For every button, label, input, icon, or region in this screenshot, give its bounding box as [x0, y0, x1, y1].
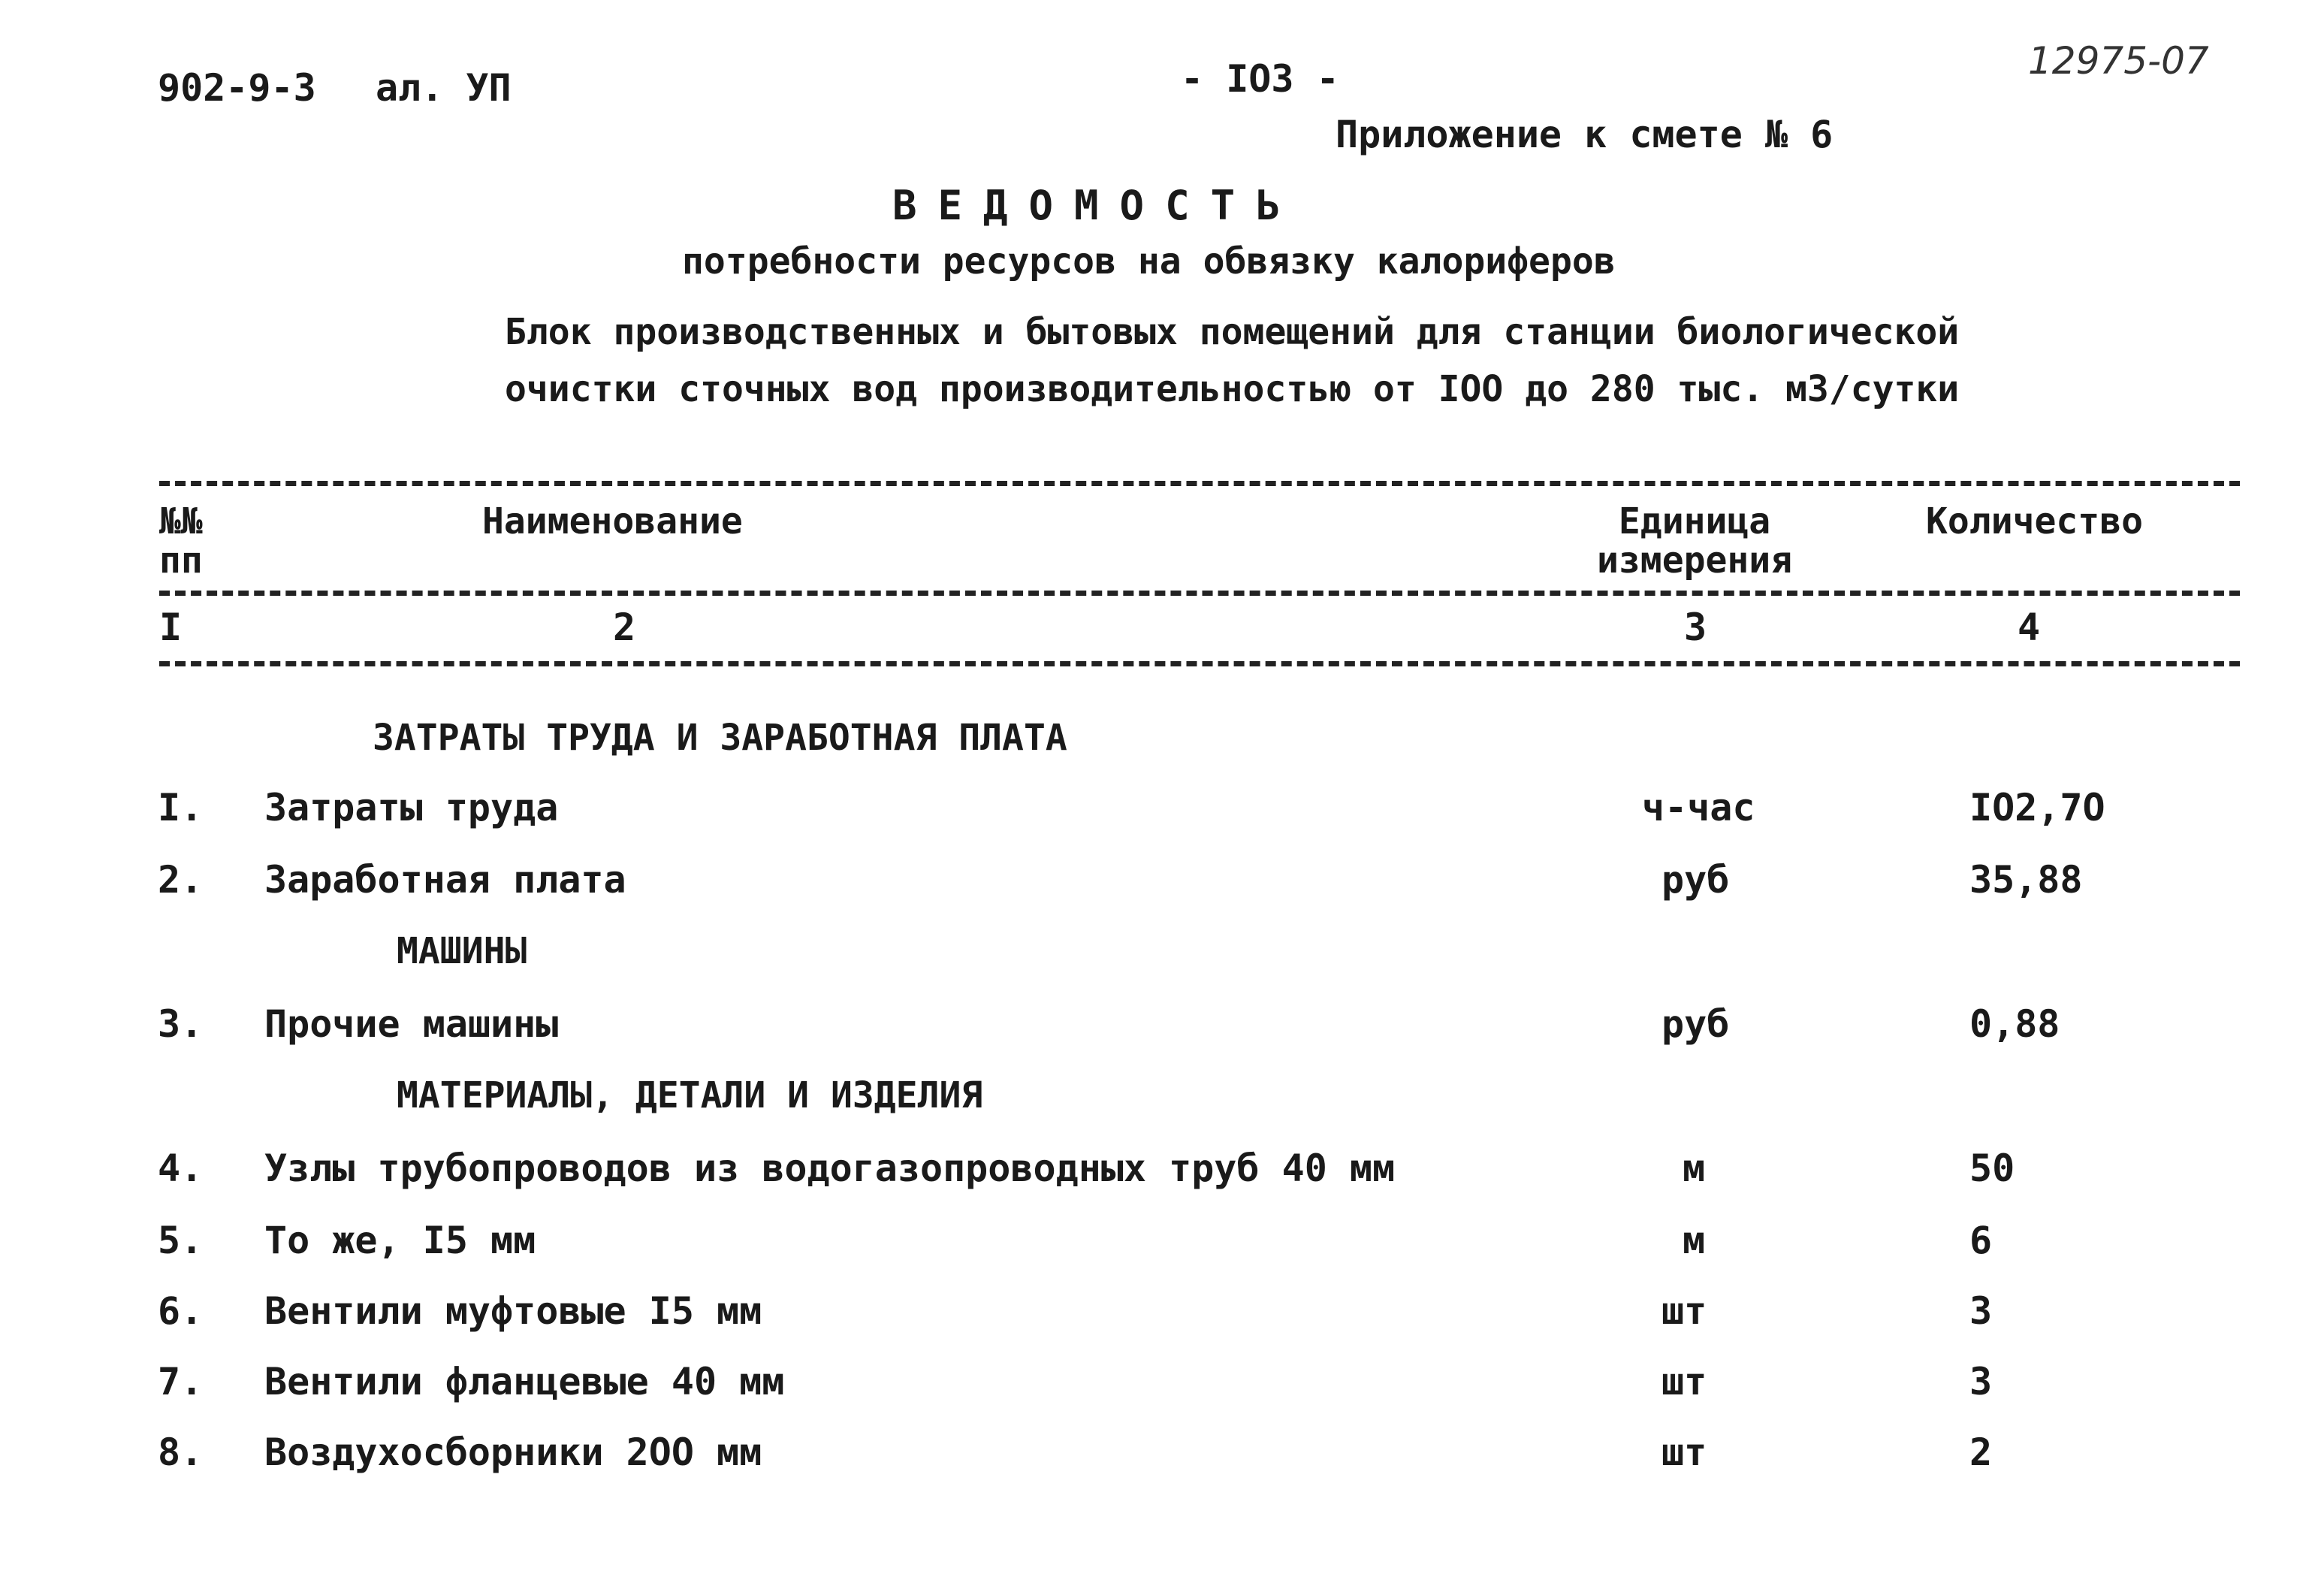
archive-stamp: 12975-07	[2028, 39, 2209, 83]
row-name: Вентили фланцевые 40 мм	[264, 1360, 785, 1403]
row-name: Заработная плата	[264, 858, 626, 902]
row-name: Вентили муфтовые I5 мм	[264, 1289, 762, 1333]
header-unit	[1597, 502, 1792, 580]
row-qty: 3	[1969, 1360, 1993, 1403]
row-unit: руб	[1662, 858, 1730, 902]
row-num: I.	[158, 786, 204, 829]
row-name: Прочие машины	[264, 1002, 559, 1046]
description-line-1: Блок производственных и бытовых помещений для станции биологической	[505, 311, 1960, 353]
row-unit: шт	[1662, 1289, 1707, 1333]
row-qty: 6	[1969, 1219, 1993, 1262]
section-materials: МАТЕРИАЛЫ, ДЕТАЛИ И ИЗДЕЛИЯ	[397, 1074, 983, 1116]
row-num: 8.	[158, 1431, 204, 1474]
row-qty: 35,88	[1969, 858, 2083, 902]
row-num: 4.	[158, 1147, 204, 1190]
row-unit: м	[1683, 1219, 1706, 1262]
column-number-3: 3	[1684, 606, 1707, 649]
row-num: 7.	[158, 1360, 204, 1403]
row-num: 5.	[158, 1219, 204, 1262]
page-number: - IO3 -	[1181, 57, 1339, 101]
header-qty: Количество	[1926, 500, 2143, 542]
row-name: Затраты труда	[264, 786, 559, 829]
row-unit: м	[1683, 1147, 1706, 1190]
header-name: Наименование	[482, 500, 743, 542]
row-name: Узлы трубопроводов из водогазопроводных труб 40 мм	[264, 1147, 1396, 1190]
row-qty: 2	[1969, 1431, 1993, 1474]
column-number-4: 4	[2018, 606, 2041, 649]
row-num: 2.	[158, 858, 204, 902]
section-machines: МАШИНЫ	[397, 930, 527, 972]
row-unit: шт	[1662, 1360, 1707, 1403]
row-unit: руб	[1662, 1002, 1730, 1046]
row-qty: 50	[1969, 1147, 2015, 1190]
header-num-line-2: пп	[159, 539, 203, 582]
document-subtitle: потребности ресурсов на обвязку калориферов	[682, 240, 1616, 282]
description-line-2: очистки сточных вод производительностью от IOO до 280 тыс. м3/сутки	[505, 368, 1960, 410]
section-labor: ЗАТРАТЫ ТРУДА И ЗАРАБОТНАЯ ПЛАТА	[373, 717, 1067, 759]
row-qty: 3	[1969, 1289, 1993, 1333]
header-num-line-1: №№	[159, 500, 203, 542]
album-number: ал. УП	[376, 66, 512, 110]
row-name: Воздухосборники 2OO мм	[264, 1431, 762, 1474]
column-number-1: I	[159, 606, 183, 649]
table-rule-bottom	[159, 661, 2240, 666]
row-num: 6.	[158, 1289, 204, 1333]
row-num: 3.	[158, 1002, 204, 1046]
appendix-label: Приложение к смете № 6	[1336, 113, 1834, 156]
row-unit: ч-час	[1642, 786, 1755, 829]
table-rule-middle	[159, 591, 2240, 596]
row-name: То же, I5 мм	[264, 1219, 536, 1262]
column-number-2: 2	[613, 606, 636, 649]
document-code: 902-9-3	[158, 66, 316, 110]
table-rule-top	[159, 481, 2240, 486]
header-num	[159, 502, 203, 580]
row-unit: шт	[1662, 1431, 1707, 1474]
row-qty: 0,88	[1969, 1002, 2060, 1046]
row-qty: IO2,7O	[1969, 786, 2105, 829]
header-unit-line-2: измерения	[1597, 539, 1793, 582]
document-title: ВЕДОМОСТЬ	[892, 182, 1302, 229]
header-unit-line-1: Единица	[1618, 500, 1771, 542]
